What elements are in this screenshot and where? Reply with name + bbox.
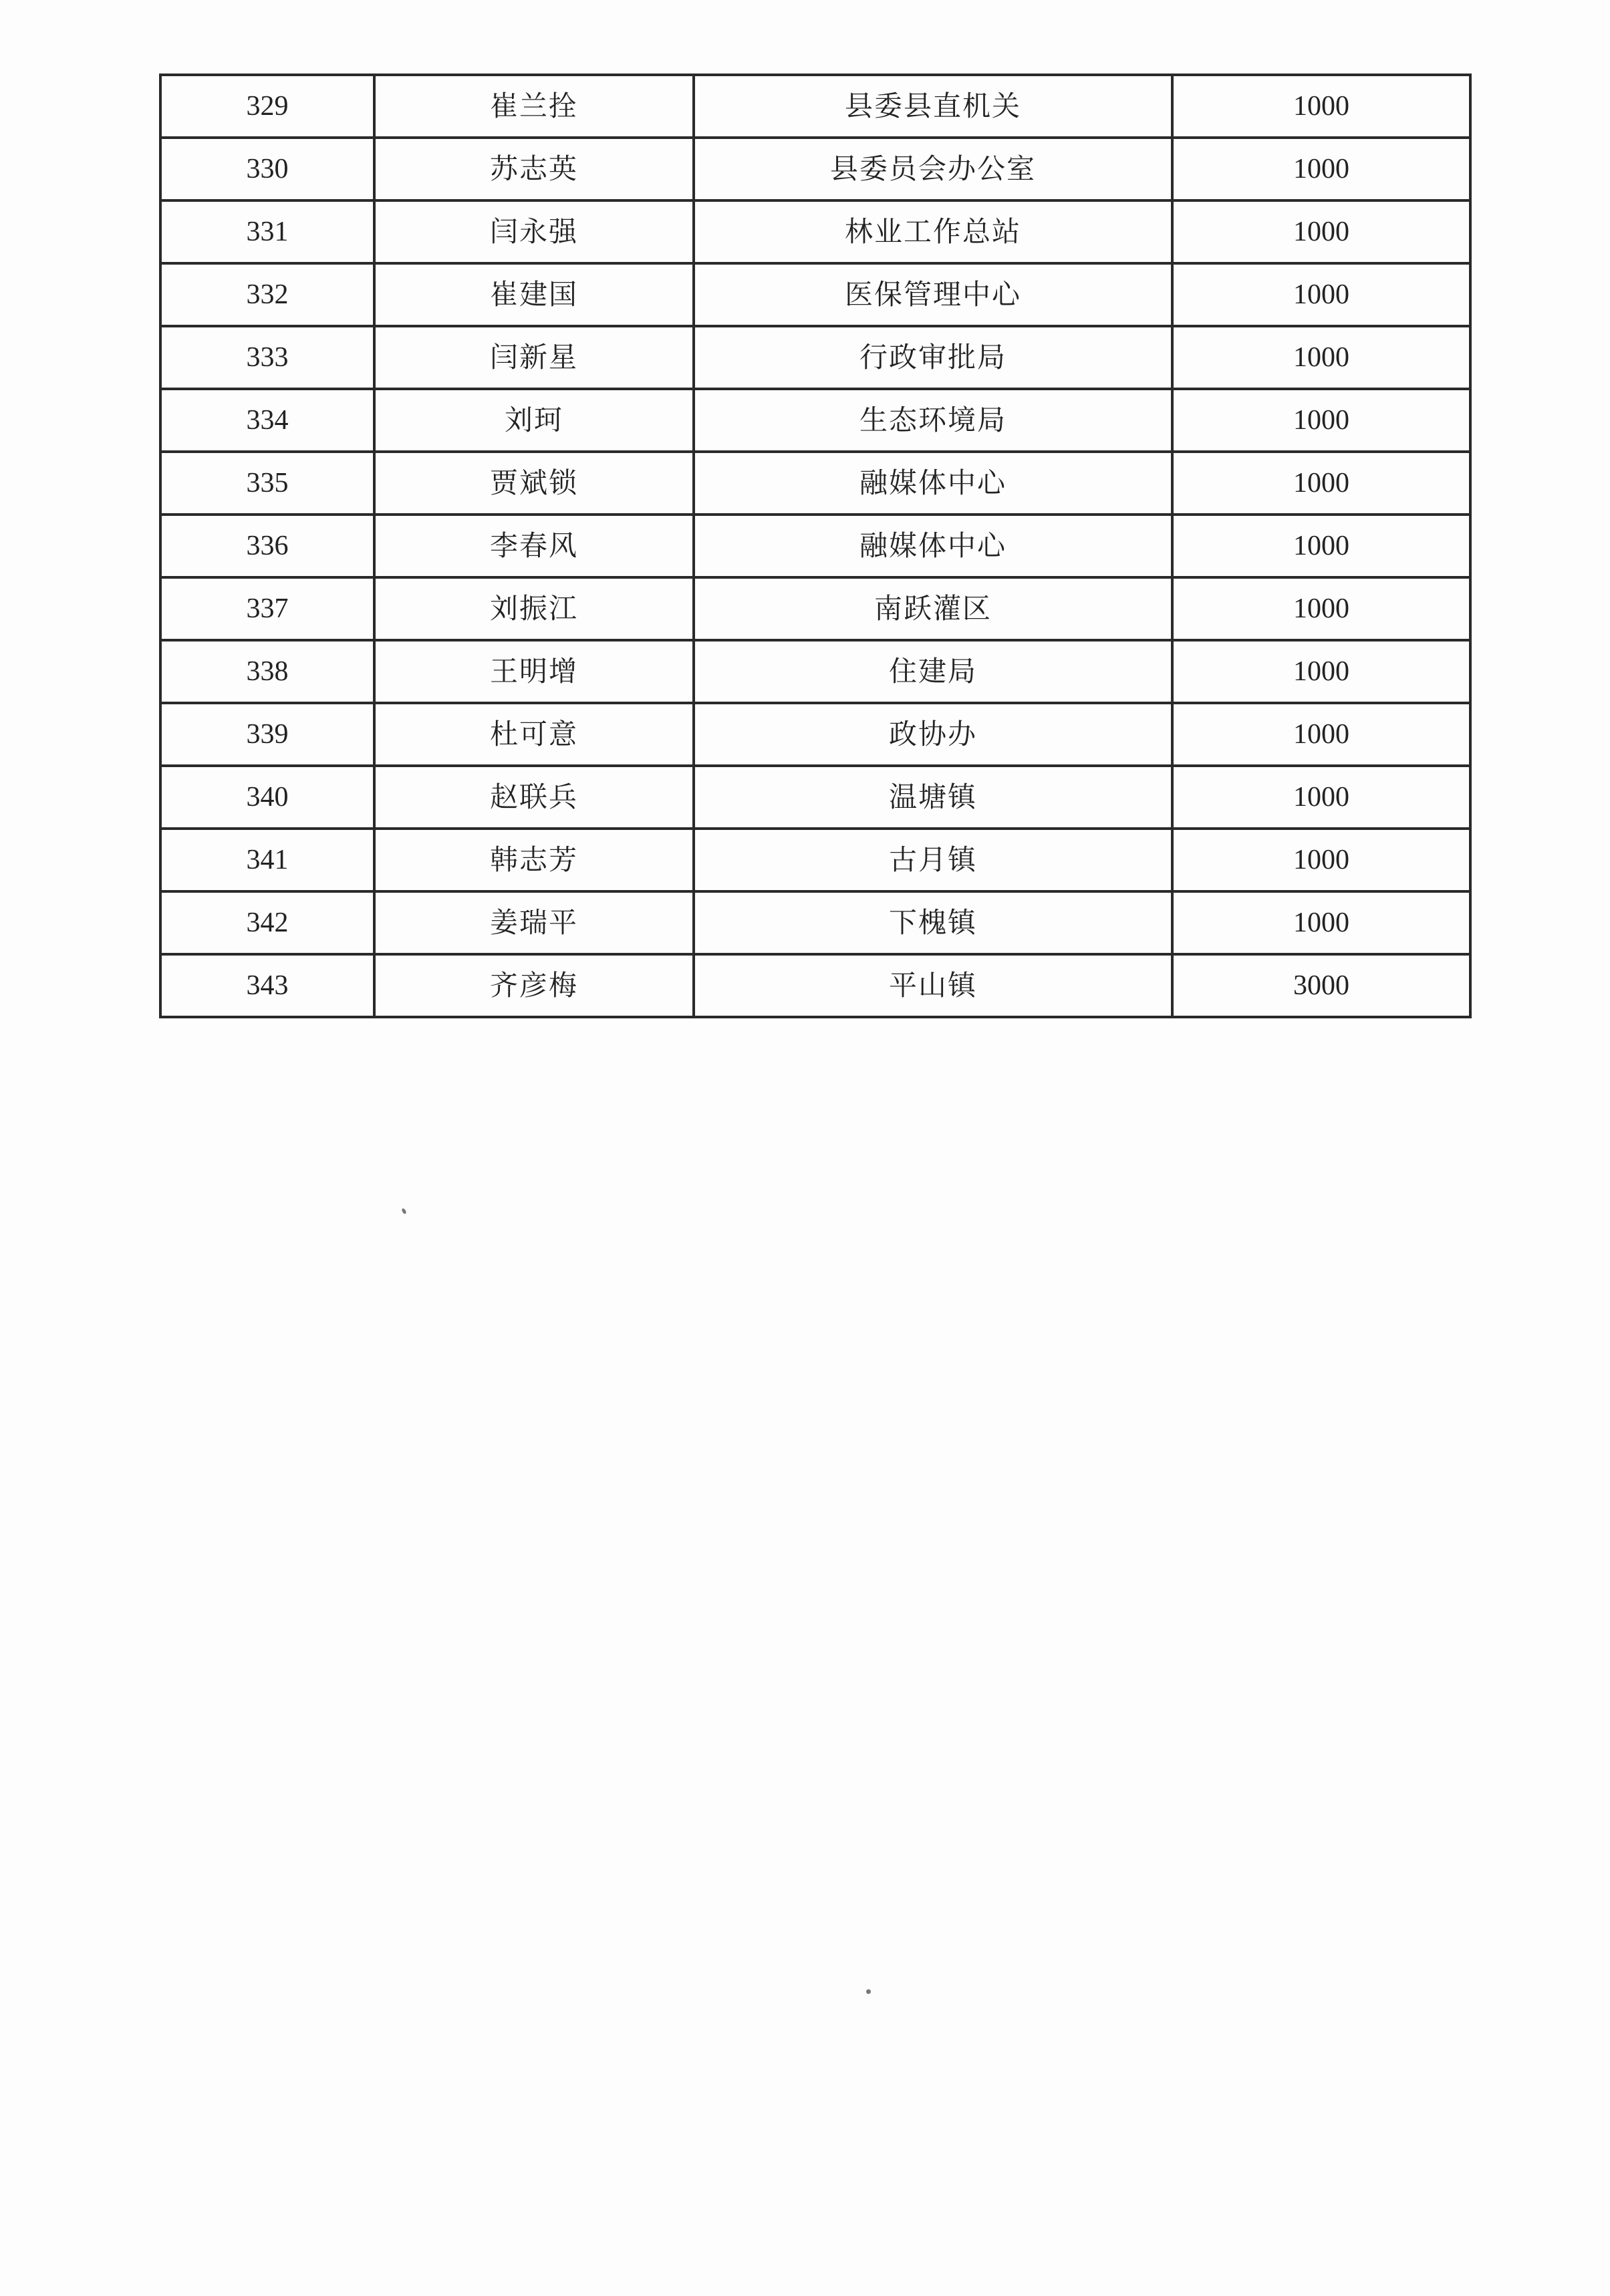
unit-cell: 南跃灌区 (694, 577, 1172, 640)
serial-number-cell: 334 (160, 389, 374, 452)
table-row (160, 138, 1470, 200)
table-row (160, 389, 1470, 452)
name-cell: 闫新星 (374, 326, 694, 389)
amount-cell: 1000 (1172, 515, 1470, 577)
serial-number-cell: 341 (160, 829, 374, 891)
serial-number-cell: 339 (160, 703, 374, 766)
unit-cell: 林业工作总站 (694, 200, 1172, 263)
name-cell: 贾斌锁 (374, 452, 694, 515)
serial-number-cell: 338 (160, 640, 374, 703)
name-cell: 刘振江 (374, 577, 694, 640)
table-row (160, 703, 1470, 766)
unit-cell: 古月镇 (694, 829, 1172, 891)
amount-cell: 1000 (1172, 389, 1470, 452)
name-cell: 赵联兵 (374, 766, 694, 829)
serial-number-cell: 343 (160, 954, 374, 1017)
name-cell: 苏志英 (374, 138, 694, 200)
table-row (160, 766, 1470, 829)
name-cell: 杜可意 (374, 703, 694, 766)
unit-cell: 县委员会办公室 (694, 138, 1172, 200)
unit-cell: 医保管理中心 (694, 263, 1172, 326)
serial-number-cell: 333 (160, 326, 374, 389)
unit-cell: 平山镇 (694, 954, 1172, 1017)
amount-cell: 3000 (1172, 954, 1470, 1017)
scan-speck (401, 1207, 407, 1214)
unit-cell: 温塘镇 (694, 766, 1172, 829)
table-row (160, 954, 1470, 1017)
unit-cell: 政协办 (694, 703, 1172, 766)
serial-number-cell: 329 (160, 75, 374, 138)
table-row (160, 577, 1470, 640)
table-row (160, 75, 1470, 138)
name-cell: 齐彦梅 (374, 954, 694, 1017)
name-cell: 闫永强 (374, 200, 694, 263)
unit-cell: 行政审批局 (694, 326, 1172, 389)
unit-cell: 县委县直机关 (694, 75, 1172, 138)
amount-cell: 1000 (1172, 200, 1470, 263)
table-row (160, 326, 1470, 389)
unit-cell: 住建局 (694, 640, 1172, 703)
table-row (160, 829, 1470, 891)
name-cell: 姜瑞平 (374, 891, 694, 954)
name-cell: 李春风 (374, 515, 694, 577)
unit-cell: 生态环境局 (694, 389, 1172, 452)
serial-number-cell: 337 (160, 577, 374, 640)
amount-cell: 1000 (1172, 766, 1470, 829)
table-row (160, 452, 1470, 515)
table-row (160, 200, 1470, 263)
serial-number-cell: 342 (160, 891, 374, 954)
amount-cell: 1000 (1172, 703, 1470, 766)
amount-cell: 1000 (1172, 326, 1470, 389)
amount-cell: 1000 (1172, 452, 1470, 515)
donation-table (159, 74, 1472, 1018)
name-cell: 崔兰拴 (374, 75, 694, 138)
amount-cell: 1000 (1172, 640, 1470, 703)
amount-cell: 1000 (1172, 577, 1470, 640)
serial-number-cell: 336 (160, 515, 374, 577)
table-body (160, 75, 1470, 1017)
name-cell: 崔建国 (374, 263, 694, 326)
name-cell: 刘珂 (374, 389, 694, 452)
serial-number-cell: 331 (160, 200, 374, 263)
amount-cell: 1000 (1172, 263, 1470, 326)
name-cell: 韩志芳 (374, 829, 694, 891)
unit-cell: 下槐镇 (694, 891, 1172, 954)
table-row (160, 891, 1470, 954)
table-row (160, 263, 1470, 326)
scan-speck (866, 1989, 871, 1994)
unit-cell: 融媒体中心 (694, 515, 1172, 577)
amount-cell: 1000 (1172, 891, 1470, 954)
amount-cell: 1000 (1172, 75, 1470, 138)
amount-cell: 1000 (1172, 138, 1470, 200)
serial-number-cell: 332 (160, 263, 374, 326)
serial-number-cell: 330 (160, 138, 374, 200)
serial-number-cell: 335 (160, 452, 374, 515)
unit-cell: 融媒体中心 (694, 452, 1172, 515)
amount-cell: 1000 (1172, 829, 1470, 891)
table-row (160, 515, 1470, 577)
table-row (160, 640, 1470, 703)
serial-number-cell: 340 (160, 766, 374, 829)
name-cell: 王明增 (374, 640, 694, 703)
